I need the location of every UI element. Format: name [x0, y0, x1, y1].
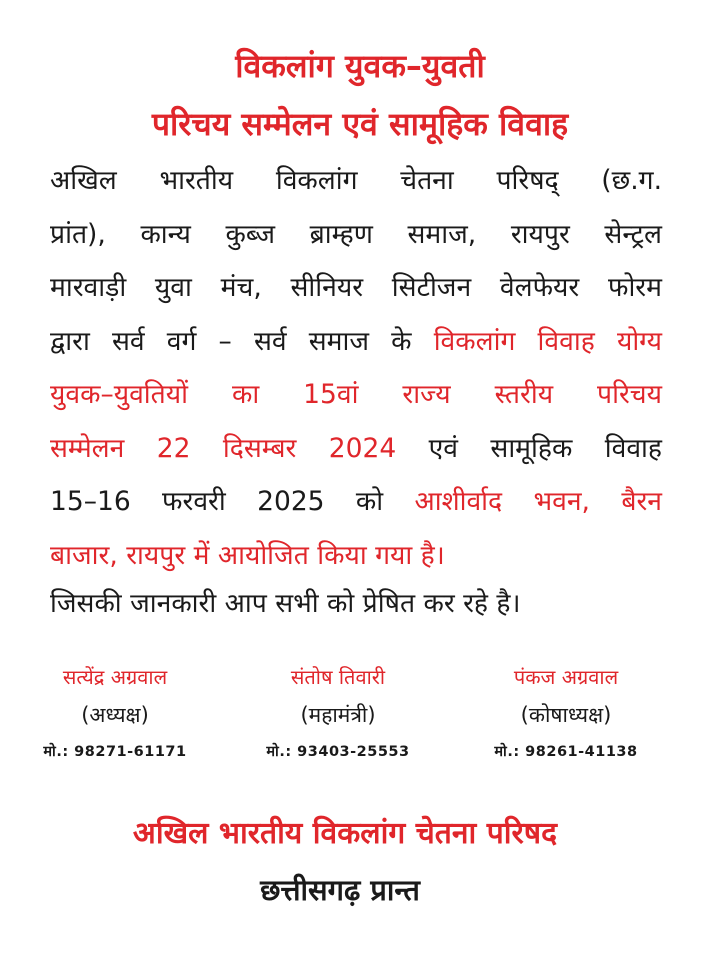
main-paragraph	[50, 154, 662, 582]
signatory-phone: मो.: 93403-25553	[266, 744, 410, 760]
line6-black: एवं सामूहिक विवाह	[428, 432, 662, 464]
line6-red: सम्मेलन 22 दिसम्बर 2024	[50, 432, 397, 464]
signatory-phone: मो.: 98271-61171	[43, 744, 187, 760]
paragraph-line-1: अखिल भारतीय विकलांग चेतना परिषद् (छ.ग.	[50, 165, 662, 196]
paragraph-line-7	[50, 475, 662, 529]
signatory-phone: मो.: 98261-41138	[494, 744, 638, 760]
line7-red: आशीर्वाद भवन, बैरन	[414, 486, 662, 517]
paragraph-line-2: प्रांत), कान्य कुब्ज ब्राम्हण समाज, रायपुर सेन्ट्रल	[50, 218, 662, 250]
signatory-role: (अध्यक्ष)	[81, 703, 149, 727]
title-line-2: परिचय सम्मेलन एवं सामूहिक विवाह	[151, 105, 569, 143]
paragraph-line-6	[50, 422, 662, 476]
title-line-1: विकलांग युवक–युवती	[235, 47, 485, 85]
signatory-role: (कोषाध्यक्ष)	[520, 703, 612, 727]
paragraph-line-5: युवक–युवतियों का 15वां राज्य स्तरीय परिचय	[50, 379, 662, 410]
signatory-name: सत्येंद्र अग्रवाल	[62, 665, 168, 689]
signatory-secretary	[228, 662, 448, 766]
signatory-role: (महामंत्री)	[300, 703, 376, 727]
signatory-name: पंकज अग्रवाल	[513, 665, 619, 689]
line7-black: 15–16 फरवरी 2025 को	[50, 486, 384, 517]
organization-name: अखिल भारतीय विकलांग चेतना परिषद	[132, 816, 558, 851]
paragraph-line-4	[50, 315, 662, 369]
line4-red: विकलांग विवाह योग्य	[433, 325, 662, 357]
paragraph-line-8: बाजार, रायपुर में आयोजित किया गया है।	[50, 539, 445, 571]
info-line: जिसकी जानकारी आप सभी को प्रेषित कर रहे है।	[50, 588, 521, 619]
line4-black: द्वारा सर्व वर्ग – सर्व समाज के	[50, 325, 412, 357]
paragraph-line-3: मारवाड़ी युवा मंच, सीनियर सिटीजन वेलफेयर फोरम	[50, 272, 662, 303]
organization-region: छत्तीसगढ़ प्रान्त	[260, 873, 420, 907]
signatory-president	[5, 662, 225, 766]
signatory-treasurer	[456, 662, 676, 766]
signatory-name: संतोष तिवारी	[290, 665, 386, 689]
